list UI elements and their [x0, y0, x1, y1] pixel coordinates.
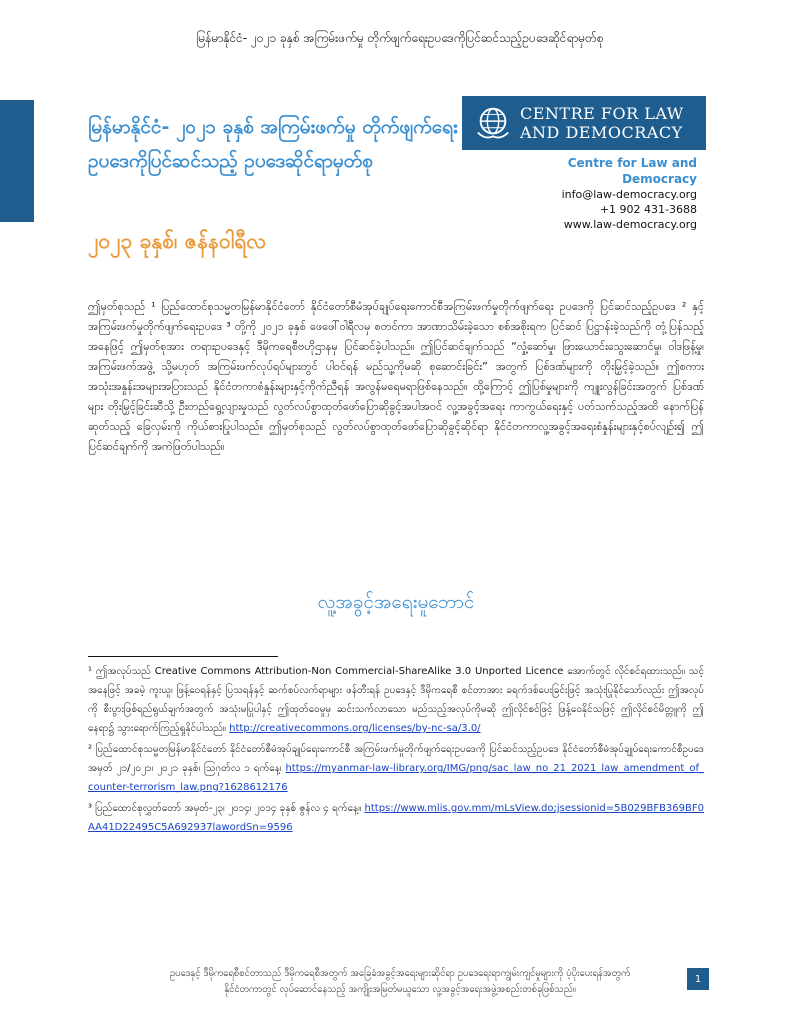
organization-name: Centre for Law and Democracy: [567, 156, 697, 186]
document-title: မြန်မာနိုင်ငံ- ၂၀၂၁ ခုနှစ် အကြမ်းဖက်မှု တိုက်ဖျက်ရေးဥပဒေကိုပြင်ဆင်သည့် ဥပဒေဆိုင်ရာမှတ်စု: [88, 116, 458, 172]
organization-phone: +1 902 431-3688: [599, 203, 697, 216]
footnote-marker: ³: [88, 803, 93, 814]
footnote-text: ပြည်ထောင်စုသမ္မတမြန်မာနိုင်ငံတော် နိုင်ငံတော်စီမံအုပ်ချုပ်ရေးကောင်စီ အကြမ်းဖက်မှုတိုက်ဖျက်ရေးဥပဒေကို ပြင်ဆင်သည့်ဥပဒေ နိုင်ငံတော်စီမံအုပ်ချုပ်ရေးကောင်စီဥပဒေအမှတ် ၂၁/၂၀၂၁၊ ၂၀၂၁ ခုနှစ်၊ ဩဂုတ်လ ၁ ရက်နေ့၊: [88, 744, 705, 774]
footnote-link[interactable]: https://www.mlis.gov.mm/mLsView.do;jsessionid=5B029BFB369BF0AA41D22495C5A692937lawordSn=9596: [88, 803, 704, 833]
footnote-link[interactable]: http://creativecommons.org/licenses/by-nc-sa/3.0/: [229, 723, 481, 734]
logo-line-2: AND DEMOCRACY: [520, 123, 683, 142]
running-title: မြန်မာနိုင်ငံ- ၂၀၂၁ ခုနှစ် အကြမ်းဖက်မှု တိုက်ဖျက်ရေးဥပဒေကိုပြင်ဆင်သည့်ဥပဒေဆိုင်ရာမှတ်စု: [196, 31, 604, 45]
footnote-divider: [88, 656, 278, 657]
footnote-marker: ¹: [88, 666, 93, 677]
footnote-marker: ²: [88, 744, 93, 755]
globe-hands-icon: [474, 104, 512, 142]
accent-side-bar: [0, 100, 34, 222]
cld-logo: [462, 96, 706, 150]
organization-website[interactable]: www.law-democracy.org: [563, 218, 697, 231]
intro-paragraph: ဤမှတ်စုသည် ¹ ပြည်ထောင်စုသမ္မတမြန်မာနိုင်ငံတော် နိုင်ငံတော်စီမံအုပ်ချုပ်ရေးကောင်စီအကြမ်းဖက်မှုတိုက်ဖျက်ရေး ဥပဒေကို ပြင်ဆင်သည့်ဥပဒေ ² နှင့် အကြမ်းဖက်မှုတိုက်ဖျက်ရေးဥပဒေ ³ တို့ကို ၂၀၂၁ ခုနှစ် ဖေဖေါ်ဝါရီလမှ စတင်ကာ အာဏာသိမ်းခဲ့သော စစ်အစိုးရက ပြင်ဆင် ပြဋ္ဌာန်းခဲ့သည်ကို တုံ့ပြန်သည့်အနေဖြင့် ဤမှတ်စုအား တရားဥပဒေနှင့် ဒီမိုကရေစီဗဟိုဌာနမှ ပြင်ဆင်ခဲ့ပါသည်။ ဤပြင်ဆင်ချက်သည် “လှုံ့ဆော်မှု၊ ဖြားယောင်းသွေးဆောင်မှု၊ ဝါဒဖြန့်မှု၊ အကြမ်းဖက်အဖွဲ့ သို့မဟုတ် အကြမ်းဖက်လုပ်ရပ်များတွင် ပါဝင်ရန် မည်သူ့ကိုမဆို စုဆောင်းခြင်း” အတွက် ပြစ်ဒဏ်များကို တိုးမြှင့်ခဲ့သည်။ ဤစကားအသုံးအနှုန်းအများအပြားသည် နိုင်ငံတကာစံနှုန်းများနှင့်ကိုက်ညီရန် အလွန်မရေမရာဖြစ်နေသည်။ ထို့ကြောင့် ဤပြစ်မှုများကို ကျူးလွန်ခြင်းအတွက် ပြစ်ဒဏ်များ တိုးမြှင့်ခြင်းဆီသို့ ဦးတည်ရွေ့လျားမှုသည် လွတ်လပ်စွာထုတ်ဖော်ပြောဆိုခွင့်အပါအဝင် လူ့အခွင့်အရေး ကာကွယ်ရေးနှင့် ပတ်သက်သည့်အထိ နောက်ပြန်ဆုတ်သည့် ခြေလှမ်းကို ကိုယ်စားပြုပါသည်။ ဤမှတ်စုသည် လွတ်လပ်စွာထုတ်ဖော်ပြောဆိုခွင့်ဆိုင်ရာ နိုင်ငံတကာလူ့အခွင့်အရေးစံနှုန်းများနှင့်စပ်လျဉ်း၍ ဤ ပြင်ဆင်ချက်ကို အကဲဖြတ်ပါသည်။: [88, 300, 704, 453]
page-number: 1: [687, 968, 709, 990]
footnote-text: ဤအလုပ်သည် Creative Commons Attribution-Non Commercial-ShareAlike 3.0 Unported Licence အောက်တွင် လိုင်စင်ရထားသည်။ သင့်အနေဖြင့် အခမဲ့ ကူးယူ၊ ဖြန့်ဝေရန်နှင့် ပြသရန်နှင့် ဆက်စပ်လက်ရာများ ဖန်တီးရန် ဥပဒေနှင့် ဒီမိုကရေစီ စင်တာအား ခရက်ဒစ်ပေးခြင်းဖြင့် အသုံးပြုနိုင်သော်လည်း ဤအလုပ်ကို စီးပွားဖြစ်ရည်ရွယ်ချက်အတွက် အသုံးမပြုပါနှင့် ဤထုတ်ဝေမှုမှ ဆင်းသက်လာသော မည်သည့်အလုပ်ကိုမဆို ဤလိုင်စင်ဖြင့် ဖြန့်ဝေနိုင်သဖြင့် ဤလိုင်စင်မိတ္တူကို ဤနေရာ၌ သွားရောက်ကြည့်ရှုနိုင်ပါသည်။: [88, 666, 705, 734]
footnote-text: ပြည်ထောင်စုလွှတ်တော် အမှတ်-၂၃၊ ၂၀၁၄၊ ၂၀၁၄ ခုနှစ် ဇွန်လ ၄ ရက်နေ့။: [95, 803, 362, 814]
document-date: ၂၀၂၃ ခုနှစ်၊ ဇန်နဝါရီလ: [88, 229, 267, 253]
footnote-link[interactable]: https://myanmar-law-library.org/IMG/png/sac_law_no_21_2021_law_amendment_of_counter-terrorism_law.png?1628612176: [88, 763, 704, 793]
footnote-2: [88, 740, 704, 797]
section-heading: လူ့အခွင့်အရေးမူဘောင်: [317, 591, 475, 613]
logo-line-1: CENTRE FOR LAW: [520, 104, 684, 123]
organization-email[interactable]: info@law-democracy.org: [561, 188, 697, 201]
footer-text: ဥပဒေနှင့် ဒီမိုကရေစီစင်တာသည် ဒီမိုကရေစီအတွက် အခြေခံအခွင့်အရေးများဆိုင်ရာ ဥပဒေရေးရာကျွမ်းကျင်မှုများကို ပံ့ပိုးပေးရန်အတွက် နိုင်ငံတကာတွင် လုပ်ဆောင်နေသည့် အကျိုးအမြတ်မယူသော လူ့အခွင့်အရေးအဖွဲ့အစည်းတစ်ခုဖြစ်သည်။: [169, 968, 631, 995]
organization-contact: [557, 155, 697, 232]
footnote-1: [88, 662, 704, 738]
footnotes: [88, 662, 704, 839]
footnote-3: [88, 799, 704, 837]
